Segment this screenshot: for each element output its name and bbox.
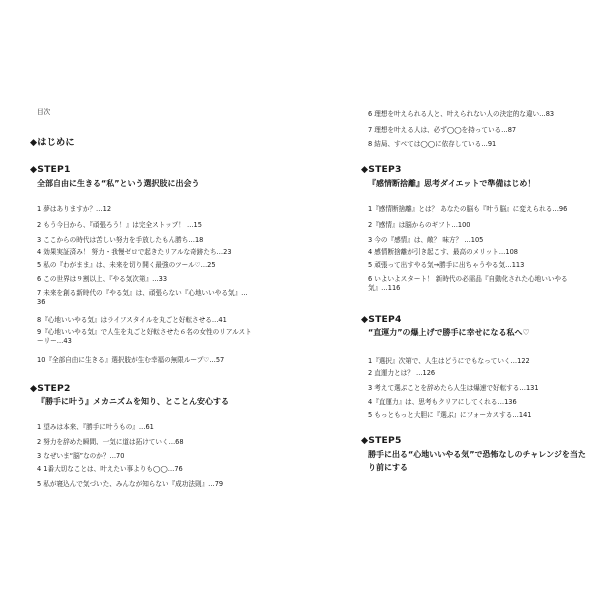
list-item: 5 私の『わがまま』は、未来を切り開く最強のツール♡…25 — [37, 261, 216, 269]
list-item: 3 考えて選ぶことを辞めたら人生は爆速で好転する…131 — [368, 384, 539, 392]
intro-heading: ◆はじめに — [30, 137, 75, 148]
list-item: 3 今の『感情』は、敵？ 味方？ …105 — [368, 236, 484, 244]
step3-subtitle: 『感情断捨離』思考ダイエットで準備はじめ！ — [368, 179, 536, 188]
list-item: 5 もっともっと大胆に『選ぶ』にフォーカスする…141 — [368, 411, 532, 419]
step5-heading: ◆STEP5 — [361, 435, 402, 446]
step2-subtitle: 『勝手に叶う』メカニズムを知り、とことん安心する — [37, 397, 229, 406]
step1-heading: ◆STEP1 — [30, 164, 71, 175]
list-item: 4『直運力』は、思考もクリアにしてくれる…136 — [368, 398, 517, 406]
toc-title: 目次 — [37, 108, 51, 116]
list-item: 7 理想を叶える人は、必ず◯◯を持っている…87 — [368, 126, 517, 134]
step2-heading: ◆STEP2 — [30, 383, 71, 394]
list-item: 3 なぜいま“脳”なのか？…70 — [37, 452, 125, 460]
list-item: 1『選択』次第で、人生はどうにでもなっていく…122 — [368, 357, 530, 365]
list-item: 2 直運力とは？ …126 — [368, 369, 436, 377]
list-item: 10『全部自由に生きる』選択肢が生む幸福の無限ループ♡…57 — [37, 356, 225, 364]
list-item: 9『心地いいやる気』で人生を丸ごと好転させた６名の女性のリアルストーリー…43 — [37, 328, 252, 345]
list-item: 5 私が寝込んで気づいた、みんなが知らない『成功法則』…79 — [37, 480, 224, 488]
step4-subtitle: “直運力”の爆上げで勝手に幸せになる私へ♡ — [368, 328, 530, 337]
list-item: 4 効果実証済み！ 努力・我慢ゼロで起きたリアルな奇跡たち…23 — [37, 248, 232, 256]
list-item: 4 1番大切なことは、叶えたい事よりも◯◯…76 — [37, 465, 183, 473]
list-item: 6 この世界は９割以上、『やる気次第』…33 — [37, 275, 168, 283]
list-item: 8 結局、すべては◯◯に依存している…91 — [368, 140, 497, 148]
list-item: 4 感情断捨離が引き起こす、最高のメリット…108 — [368, 248, 518, 256]
list-item: 2『感情』は脳からのギフト…100 — [368, 221, 471, 229]
list-item: 8『心地いいやる気』はライフスタイルを丸ごと好転させる…41 — [37, 316, 227, 324]
list-item: 6 いよいよスタート！ 新時代の必需品『自動化された心地いいやる気』…116 — [368, 275, 568, 292]
list-item: 1 望みは本来、『勝手に叶うもの』…61 — [37, 423, 154, 431]
list-item: 6 理想を叶えられる人と、叶えられない人の決定的な違い…83 — [368, 110, 555, 118]
step5-subtitle: 勝手に出る“心地いいやる気”で恐怖なしのチャレンジを当たり前にする — [368, 450, 586, 472]
list-item: 1 夢はありますか？…12 — [37, 205, 112, 213]
list-item: 2 もう今日から、『頑張ろう！』は完全ストップ！ …15 — [37, 221, 202, 229]
list-item: 2 努力を辞めた瞬間、一気に道は拓けていく…68 — [37, 438, 184, 446]
list-item: 5 頑張って出すやる気→勝手に出ちゃうやる気…113 — [368, 261, 525, 269]
step1-subtitle: 全部自由に生きる“私”という選択肢に出会う — [37, 179, 200, 188]
list-item: 1『感情断捨離』とは？ あなたの脳も『叶う脳』に変えられる…96 — [368, 205, 568, 213]
list-item: 7 未来を創る新時代の『やる気』は、頑張らない『心地いいやる気』…36 — [37, 289, 248, 306]
step4-heading: ◆STEP4 — [361, 314, 402, 325]
list-item: 3 ここからの時代は苦しい努力を手放したもん勝ち…18 — [37, 236, 204, 244]
step3-heading: ◆STEP3 — [361, 164, 402, 175]
